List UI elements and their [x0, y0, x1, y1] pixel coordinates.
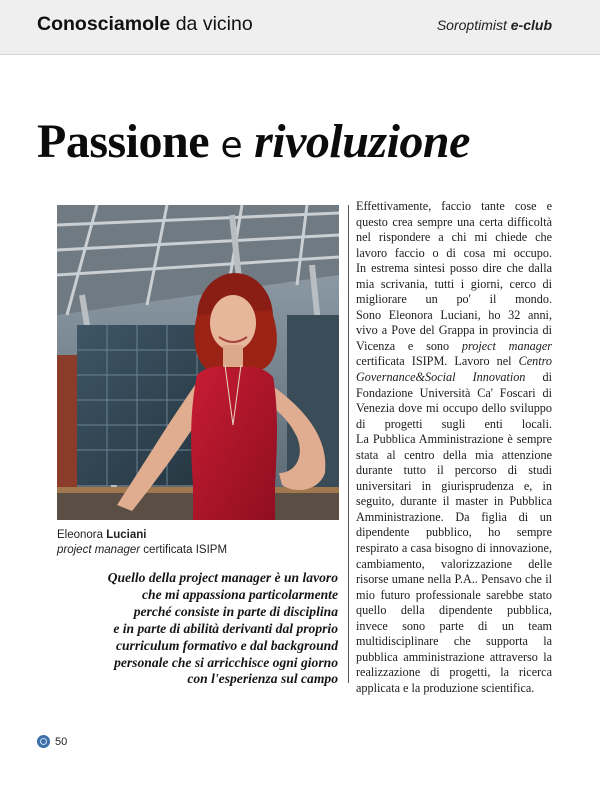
title-part-3: rivoluzione: [254, 115, 470, 168]
p3-text-b: certificata ISIPM. Lavoro nel: [356, 354, 519, 369]
section-title-bold: Conosciamole: [37, 13, 171, 35]
body-paragraph-3: [356, 308, 552, 432]
body-paragraph-4: La Pubblica Amministrazione è sempre stata al centro della mia attenzione durante tutto il percorso di studi universitari in giurisprudenza e, in seguito, durante il master in Pubblica Amministrazione. Da figlia di un dipendente pubblico, ho sempre respirato a casa bisogno di innovazione, cambiamento, valorizzazione delle risorse umane nella P.A.. Pensavo che il mio futuro professionale sarebbe stato quello della dipendente pubblica, invece sono parte di un team multidisciplinare che supporta la pubblica amministrazione attraverso la realizzazione di progetti, la ricerca applicata e la produzione scientifica.: [356, 432, 552, 695]
brand-bold: e-club: [510, 17, 552, 33]
column-divider: [348, 205, 349, 683]
quote-line: curriculum formativo e dal background: [115, 637, 338, 653]
portrait-illustration: [57, 205, 339, 520]
caption-name: [57, 528, 347, 543]
soroptimist-logo-icon: [37, 735, 50, 748]
title-part-2: e: [209, 125, 255, 166]
article-title: [37, 112, 567, 176]
caption-role-rest: certificata ISIPM: [140, 544, 228, 556]
photo-caption: [57, 528, 347, 558]
body-paragraph-1: Effettivamente, faccio tante cose e questo crea sempre una certa difficoltà nel rispondere a chi mi chiede che lavoro faccio o di cosa mi occupo.: [356, 199, 552, 260]
page-number: 50: [55, 735, 68, 748]
page-header: [0, 0, 600, 55]
caption-role-italic: project manager: [57, 544, 141, 556]
portrait-photo: [57, 205, 339, 520]
brand-plain: Soroptimist: [436, 17, 511, 33]
quote-line: e in parte di abilità derivanti dal proprio: [113, 620, 338, 636]
p3-italic-role: project manager: [461, 338, 552, 353]
article-body: [356, 199, 552, 697]
quote-line: perché consiste in parte di disciplina: [133, 603, 338, 619]
magazine-brand: [437, 17, 552, 33]
p3-italic-centre: Centro Governance&Social Innovation: [356, 354, 552, 385]
section-title: [37, 13, 253, 36]
page-footer: [37, 735, 67, 748]
caption-first-name: Eleonora: [57, 529, 107, 541]
caption-last-name: Luciani: [106, 529, 147, 541]
title-part-1: Passione: [37, 115, 210, 168]
quote-line: personale che si arricchisce ogni giorno: [114, 654, 338, 670]
body-paragraph-2: In estrema sintesi posso dire che dalla mia scrivania, tutti i giorni, cerco di migliorare un po' il mondo.: [356, 261, 552, 307]
p3-text-a: Sono Eleonora Luciani, ho 32 anni, vivo a Pove del Grappa in provincia di Vicenza e sono: [356, 307, 552, 353]
pull-quote: [82, 570, 338, 688]
quote-line: con l'esperienza sul campo: [187, 671, 338, 687]
quote-line: Quello della project manager è un lavoro: [107, 570, 338, 585]
caption-role: [57, 543, 347, 558]
quote-line: che mi appassiona particolarmente: [142, 586, 338, 602]
p3-text-c: di Fondazione Università Ca' Foscari di Venezia dove mi occupo dello sviluppo di progetti sugli enti locali.: [356, 370, 552, 431]
section-title-rest: da vicino: [170, 13, 253, 35]
